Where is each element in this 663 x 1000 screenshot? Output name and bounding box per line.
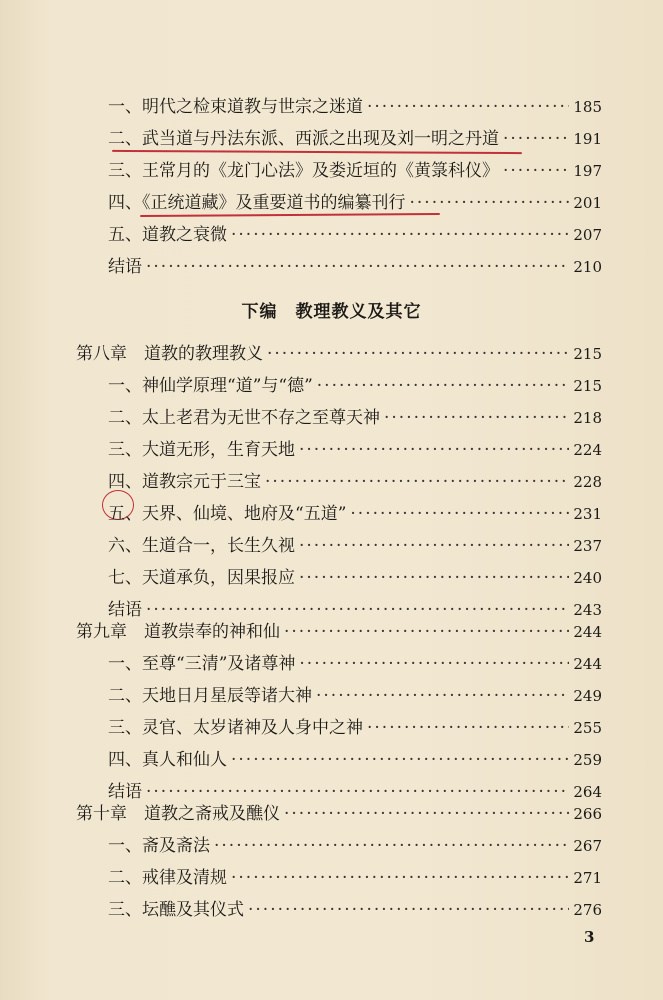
- toc-entry: [108, 256, 602, 278]
- toc-entry-label: 三、灵官、太岁诸神及人身中之神: [108, 718, 363, 738]
- leader-dots: [316, 685, 569, 707]
- toc-entry-page: 231: [573, 505, 602, 523]
- toc-entry: [108, 567, 602, 589]
- toc-entry-page: 271: [573, 869, 602, 887]
- toc-entry-page: 244: [573, 655, 602, 673]
- toc-entry-label: 二、武当道与丹法东派、西派之出现及刘一明之丹道: [108, 129, 499, 149]
- leader-dots: [317, 375, 570, 397]
- section-heading: 下编 教理教义及其它: [241, 302, 422, 322]
- toc-entry-label: 结语: [108, 600, 142, 620]
- toc-entry-page: 201: [573, 194, 602, 212]
- leader-dots: [299, 567, 569, 589]
- leader-dots: [146, 256, 569, 278]
- toc-entry-label: 七、天道承负，因果报应: [108, 568, 295, 588]
- toc-entry-page: 218: [573, 409, 602, 427]
- toc-entry: [108, 96, 602, 118]
- toc-entry-page: 249: [573, 687, 602, 705]
- chapter-title: [76, 621, 602, 643]
- toc-entry-page: 191: [573, 130, 602, 148]
- toc-entry-page: 210: [573, 258, 602, 276]
- toc-entry-label: 二、太上老君为无世不存之至尊天神: [108, 408, 380, 428]
- leader-dots: [503, 160, 569, 182]
- leader-dots: [231, 749, 569, 771]
- red-underline: [112, 150, 522, 154]
- toc-entry: [108, 867, 602, 889]
- toc-entry-label: 一、至尊“三清”及诸尊神: [108, 654, 296, 674]
- leader-dots: [284, 803, 569, 825]
- leader-dots: [367, 96, 569, 118]
- toc-entry-page: 264: [573, 783, 602, 801]
- toc-entry-page: 237: [573, 537, 602, 555]
- toc-entry-page: 197: [573, 162, 602, 180]
- toc-entry: [108, 407, 602, 429]
- leader-dots: [299, 439, 569, 461]
- toc-entry-label: 结语: [108, 257, 142, 277]
- toc-entry-page: 267: [573, 837, 602, 855]
- toc-entry-label: 一、明代之检束道教与世宗之迷道: [108, 97, 363, 117]
- leader-dots: [248, 899, 569, 921]
- toc-entry: [108, 685, 602, 707]
- toc-entry: [108, 899, 602, 921]
- toc-entry-page: 255: [573, 719, 602, 737]
- leader-dots: [267, 343, 569, 365]
- toc-entry-label: 第十章 道教之斋戒及醮仪: [76, 804, 280, 824]
- toc-entry-page: 185: [573, 98, 602, 116]
- leader-dots: [146, 781, 569, 803]
- toc-entry: [108, 439, 602, 461]
- toc-entry: [108, 781, 602, 803]
- toc-entry-label: 六、生道合一，长生久视: [108, 536, 295, 556]
- toc-entry-page: 215: [573, 377, 602, 395]
- leader-dots: [146, 599, 569, 621]
- toc-entry-label: 一、神仙学原理“道”与“德”: [108, 376, 313, 396]
- toc-entry: [108, 749, 602, 771]
- chapter-title: [76, 343, 602, 365]
- toc-entry-label: 五、道教之衰微: [108, 225, 227, 245]
- toc-entry: [108, 535, 602, 557]
- toc-entry-label: 二、天地日月星辰等诸大神: [108, 686, 312, 706]
- leader-dots: [503, 128, 569, 150]
- toc-entry: [108, 599, 602, 621]
- toc-entry-page: 224: [573, 441, 602, 459]
- toc-entry: [108, 503, 602, 525]
- leader-dots: [410, 192, 570, 214]
- leader-dots: [367, 717, 569, 739]
- toc-entry-page: 215: [573, 345, 602, 363]
- leader-dots: [231, 224, 569, 246]
- toc-entry-page: 228: [573, 473, 602, 491]
- toc-entry-label: 三、王常月的《龙门心法》及娄近垣的《黄箓科仪》: [108, 161, 499, 181]
- chapter-title: [76, 803, 602, 825]
- page-folio-number: 3: [584, 928, 595, 946]
- toc-entry: [108, 224, 602, 246]
- leader-dots: [284, 621, 569, 643]
- toc-entry-label: 结语: [108, 782, 142, 802]
- toc-entry: [108, 471, 602, 493]
- toc-entry-label: 三、大道无形，生育天地: [108, 440, 295, 460]
- toc-entry-page: 266: [573, 805, 602, 823]
- toc-entry: [108, 192, 602, 214]
- toc-entry-label: 三、坛醮及其仪式: [108, 900, 244, 920]
- leader-dots: [231, 867, 569, 889]
- toc-entry-label: 五、天界、仙境、地府及“五道”: [108, 504, 347, 524]
- leader-dots: [299, 653, 569, 675]
- toc-entry-page: 240: [573, 569, 602, 587]
- toc-entry: [108, 375, 602, 397]
- toc-entry-page: 259: [573, 751, 602, 769]
- toc-entry: [108, 128, 602, 150]
- toc-entry-label: 一、斋及斋法: [108, 836, 210, 856]
- toc-entry-page: 276: [573, 901, 602, 919]
- leader-dots: [214, 835, 569, 857]
- toc-entry-page: 243: [573, 601, 602, 619]
- toc-entry: [108, 717, 602, 739]
- toc-entry-label: 四、《正统道藏》及重要道书的编纂刊行: [108, 193, 406, 213]
- leader-dots: [350, 503, 569, 525]
- toc-entry-label: 四、真人和仙人: [108, 750, 227, 770]
- toc-entry: [108, 160, 602, 182]
- toc-entry-page: 244: [573, 623, 602, 641]
- toc-entry: [108, 835, 602, 857]
- leader-dots: [384, 407, 569, 429]
- leader-dots: [299, 535, 569, 557]
- toc-entry: [108, 653, 602, 675]
- toc-entry-label: 第八章 道教的教理教义: [76, 344, 263, 364]
- leader-dots: [265, 471, 569, 493]
- toc-entry-label: 四、道教宗元于三宝: [108, 472, 261, 492]
- toc-entry-label: 二、戒律及清规: [108, 868, 227, 888]
- toc-entry-page: 207: [573, 226, 602, 244]
- toc-entry-label: 第九章 道教崇奉的神和仙: [76, 622, 280, 642]
